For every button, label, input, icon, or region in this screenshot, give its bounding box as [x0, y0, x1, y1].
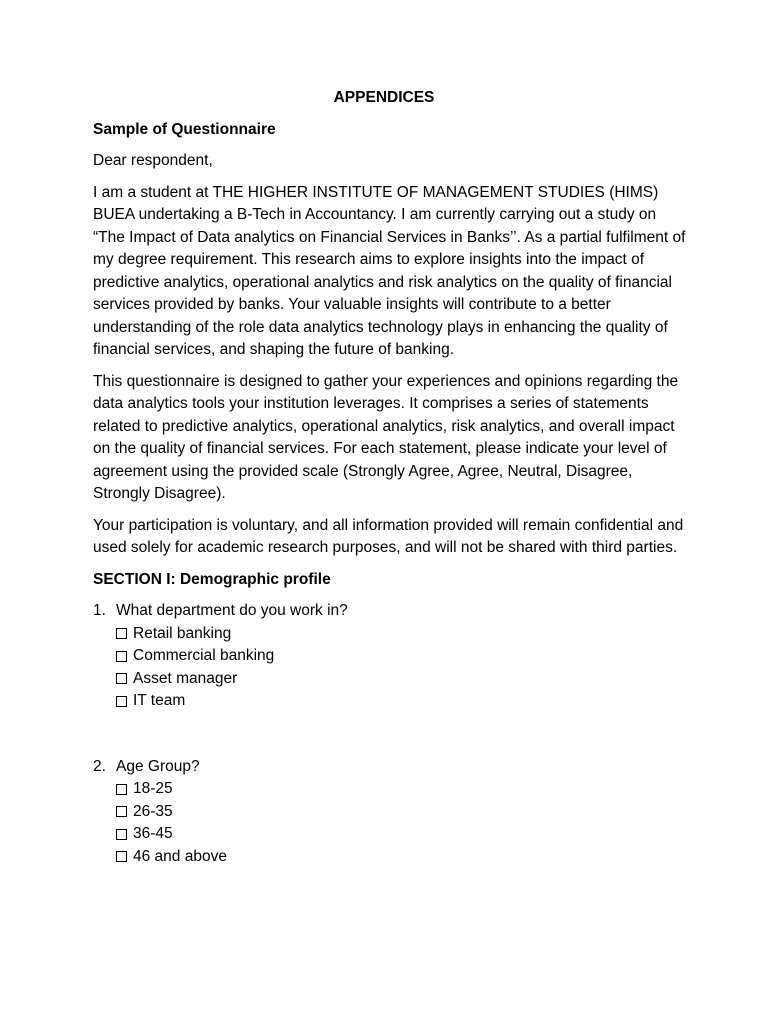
- option-label: Commercial banking: [133, 647, 275, 664]
- page-title: APPENDICES: [333, 89, 435, 106]
- checkbox-icon[interactable]: [116, 784, 127, 795]
- section-title: SECTION I: Demographic profile: [93, 570, 331, 588]
- intro-paragraph: I am a student at THE HIGHER INSTITUTE OF MANAGEMENT STUDIES (HIMS) BUEA undertaking a B-Tech in Accountancy. I am currently carrying out a study on “The Impact of Data analytics on Financial Services in Banks’’. As a partial fulfilment of my degree requirement. This research aims to explore insights into the impact of predictive analytics, operational analytics and risk analytics on the quality of financial services provided by banks. Your valuable insights will contribute to a better understanding of the role data analytics technology plays in enhancing the quality of financial services, and shaping the future of banking.: [93, 183, 686, 358]
- options-list: [93, 623, 688, 713]
- option-label: 26-35: [133, 802, 173, 820]
- option-label: IT team: [133, 692, 186, 709]
- instructions-paragraph: This questionnaire is designed to gather your experiences and opinions regarding the data analytics tools your institution leverages. It comprises a series of statements related to predictive analytics, operational analytics, risk analytics, and overall impact on the quality of financial services. For each statement, please indicate your level of agreement using the provided scale (Strongly Agree, Agree, Neutral, Disagree, Strongly Disagree).: [93, 372, 679, 502]
- question-text: What department do you work in?: [116, 602, 348, 619]
- option-18-25[interactable]: [116, 778, 688, 801]
- checkbox-icon[interactable]: [116, 673, 127, 684]
- option-label: 46 and above: [133, 847, 227, 865]
- checkbox-icon[interactable]: [116, 851, 127, 862]
- checkbox-icon[interactable]: [116, 651, 127, 662]
- option-asset-manager[interactable]: [116, 668, 688, 691]
- checkbox-icon[interactable]: [116, 806, 127, 817]
- question-number: 2.: [93, 757, 106, 775]
- option-26-35[interactable]: [116, 801, 688, 824]
- checkbox-icon[interactable]: [116, 696, 127, 707]
- question-2: [93, 756, 688, 869]
- question-number: 1.: [93, 602, 106, 619]
- questionnaire-heading: Sample of Questionnaire: [93, 120, 276, 138]
- checkbox-icon[interactable]: [116, 829, 127, 840]
- question-1: [93, 600, 688, 713]
- option-label: 18-25: [133, 780, 173, 797]
- spacer: [93, 713, 688, 756]
- options-list: [93, 778, 688, 868]
- confidentiality-paragraph: Your participation is voluntary, and all information provided will remain confidential and used solely for academic research purposes, and will not be shared with third parties.: [93, 516, 684, 556]
- option-retail-banking[interactable]: [116, 623, 688, 646]
- option-46-and-above[interactable]: [116, 846, 688, 869]
- option-label: Retail banking: [133, 624, 232, 642]
- option-commercial-banking[interactable]: [116, 645, 688, 668]
- option-36-45[interactable]: [116, 823, 688, 846]
- option-label: 36-45: [133, 825, 173, 842]
- greeting: Dear respondent,: [93, 152, 213, 169]
- checkbox-icon[interactable]: [116, 628, 127, 639]
- question-text: Age Group?: [116, 757, 200, 775]
- option-it-team[interactable]: [116, 690, 688, 713]
- option-label: Asset manager: [133, 669, 238, 687]
